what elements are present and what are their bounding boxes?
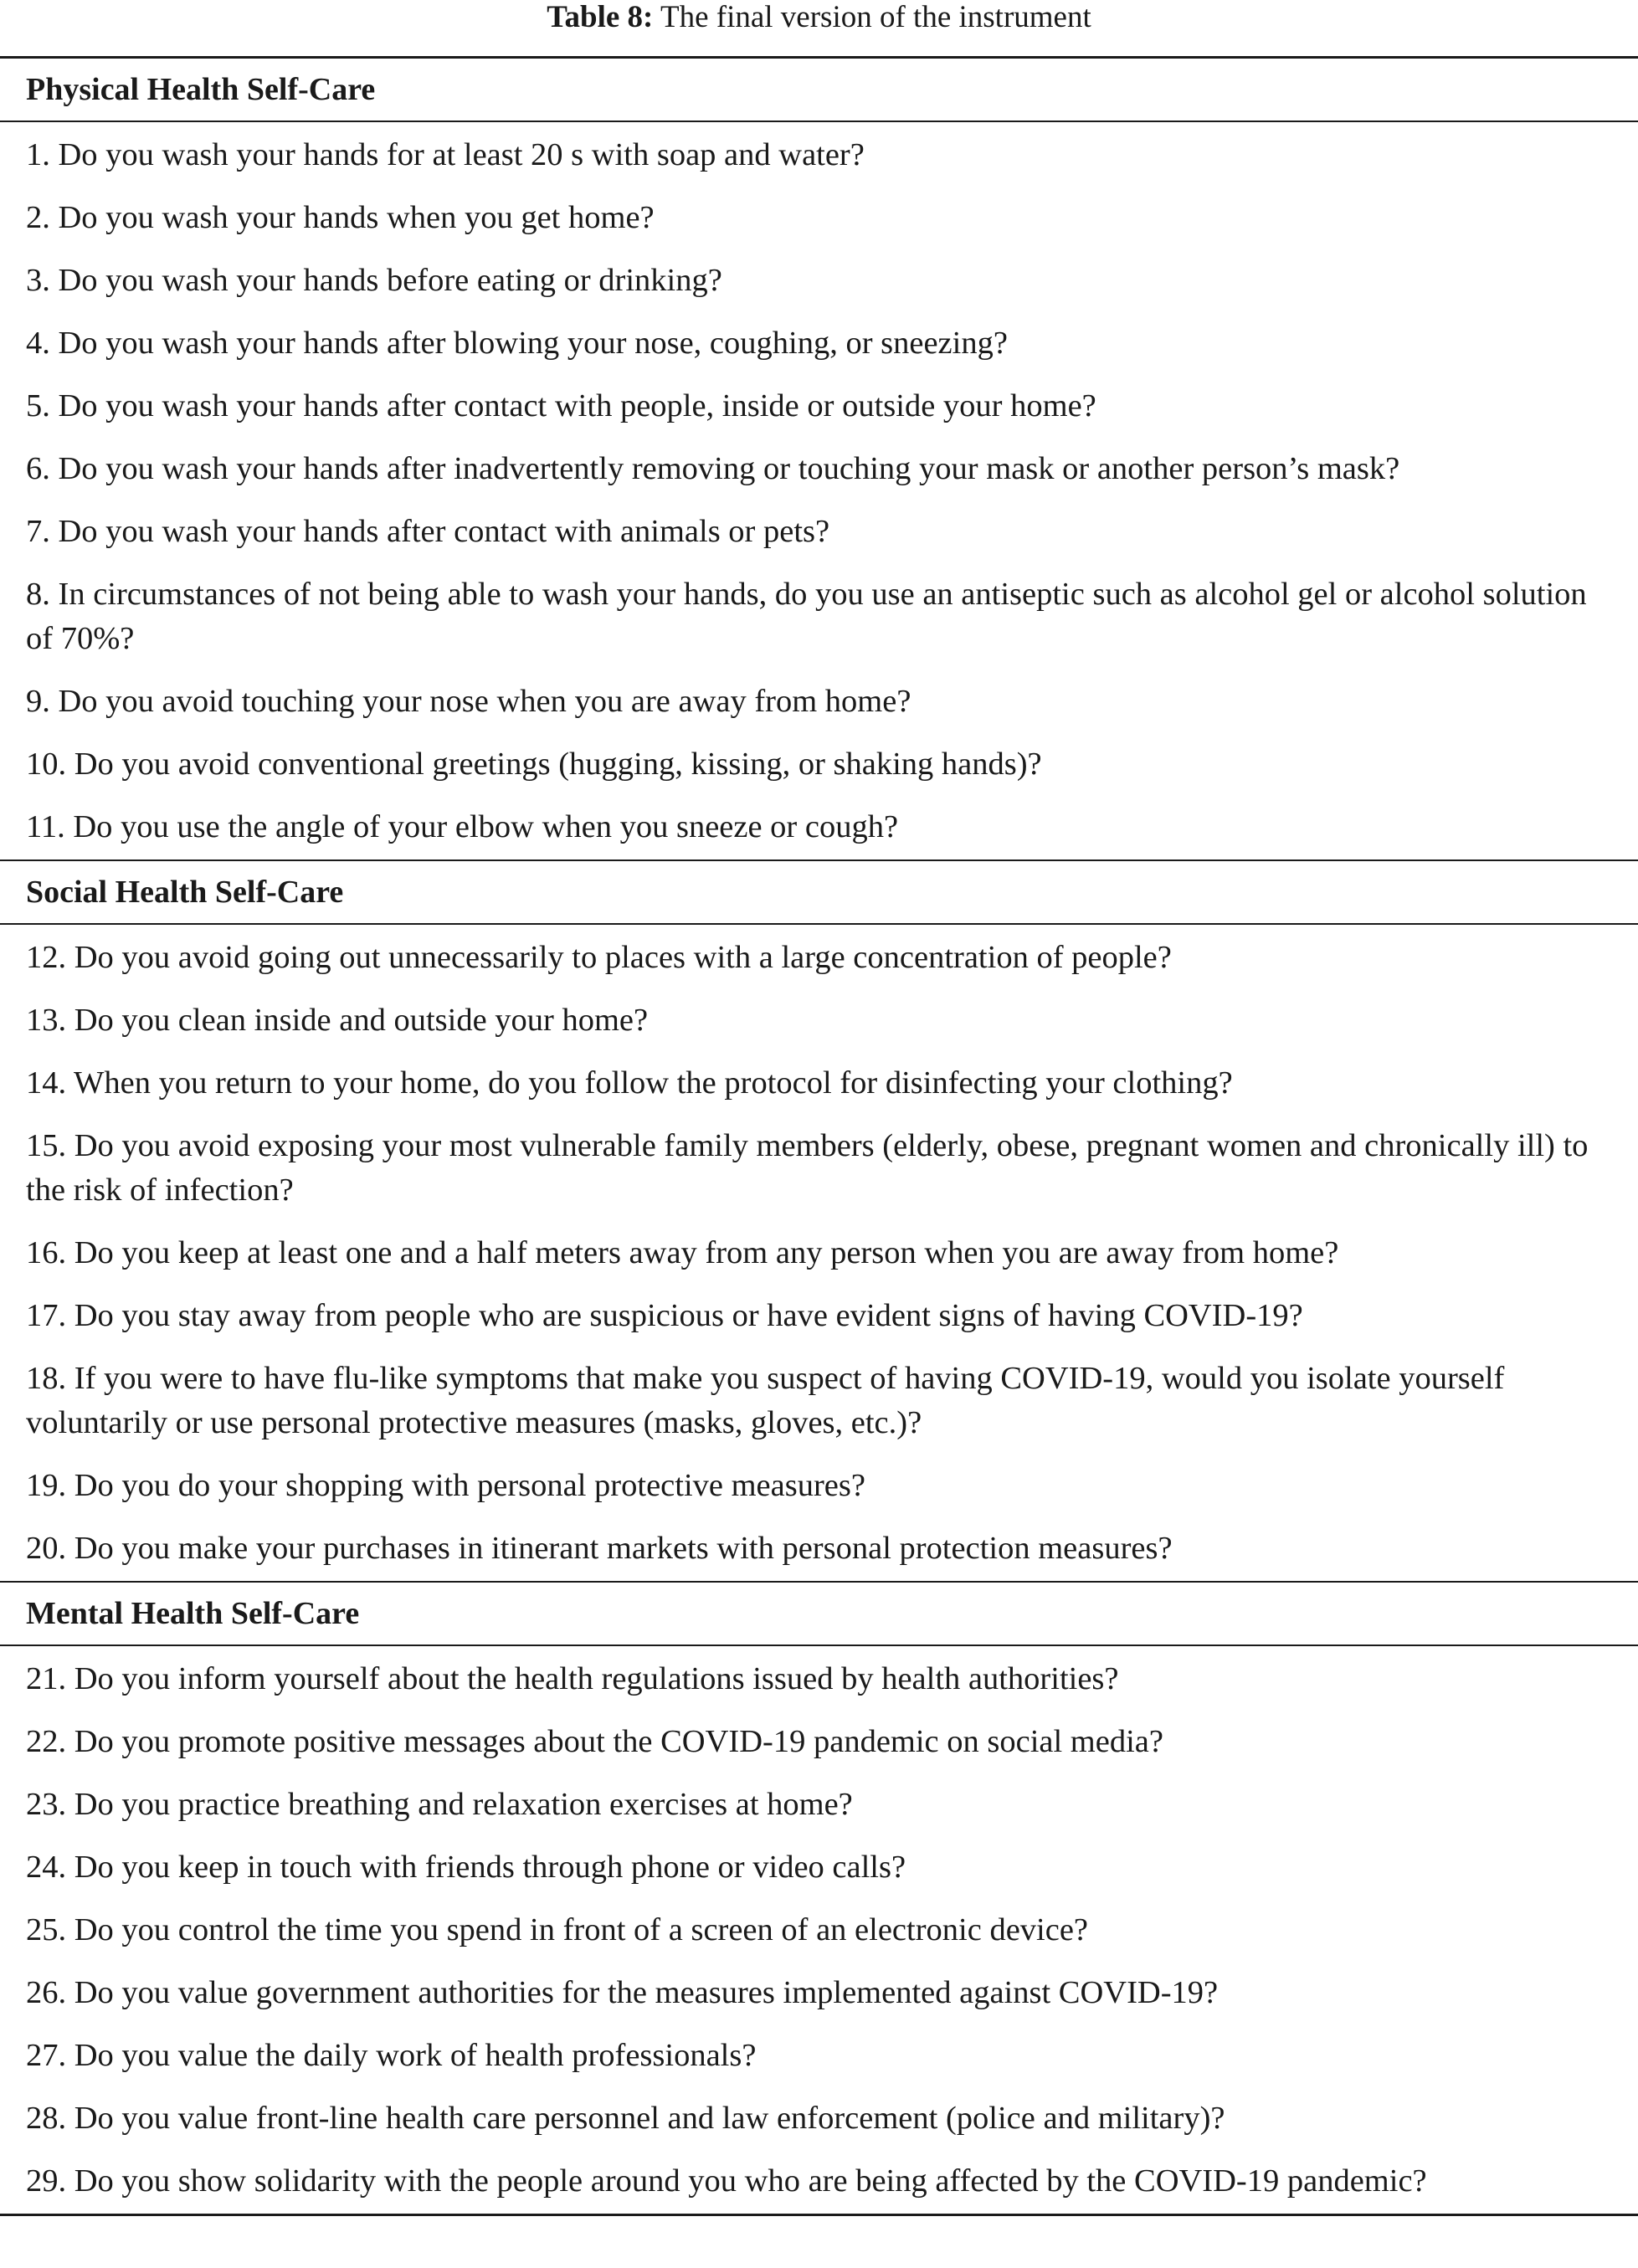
table-row: 29. Do you show solidarity with the people around you who are being affected by the COVID-19 pandemic? [26, 2163, 1427, 2199]
section-header: Mental Health Self-Care [26, 1596, 360, 1631]
table-caption-text: The final version of the instrument [660, 0, 1091, 34]
table-row: 6. Do you wash your hands after inadvertently removing or touching your mask or another person’s mask? [26, 451, 1400, 486]
section-mental-health [0, 1583, 1638, 2216]
section-header: Physical Health Self-Care [26, 72, 376, 107]
table-row: 23. Do you practice breathing and relaxation exercises at home? [26, 1787, 853, 1822]
section-item-list [0, 122, 1638, 859]
table-row: 11. Do you use the angle of your elbow when you sneeze or cough? [26, 809, 899, 844]
table-row: 3. Do you wash your hands before eating or drinking? [26, 263, 722, 298]
table-row: 21. Do you inform yourself about the health regulations issued by health authorities? [26, 1661, 1119, 1696]
table-row: 17. Do you stay away from people who are suspicious or have evident signs of having COVID-19? [26, 1298, 1303, 1333]
table-row: 22. Do you promote positive messages about the COVID-19 pandemic on social media? [26, 1724, 1163, 1759]
table-row: 8. In circumstances of not being able to wash your hands, do you use an antiseptic such as alcohol gel or alcohol solution of 70%? [26, 577, 1587, 656]
table-row: 20. Do you make your purchases in itinerant markets with personal protection measures? [26, 1531, 1173, 1566]
table-row: 28. Do you value front-line health care personnel and law enforcement (police and military)? [26, 2101, 1225, 2136]
table-row: 12. Do you avoid going out unnecessarily to places with a large concentration of people? [26, 940, 1172, 975]
section-item-list [0, 925, 1638, 1581]
table-row: 1. Do you wash your hands for at least 20 s with soap and water? [26, 137, 865, 172]
table-row: 7. Do you wash your hands after contact with animals or pets? [26, 514, 830, 549]
table-row: 27. Do you value the daily work of health professionals? [26, 2038, 757, 2073]
table-row: 13. Do you clean inside and outside your home? [26, 1003, 649, 1038]
table-row: 26. Do you value government authorities for the measures implemented against COVID-19? [26, 1975, 1219, 2010]
section-item-list [0, 1646, 1638, 2214]
instrument-table [0, 56, 1638, 2216]
table-row: 14. When you return to your home, do you follow the protocol for disinfecting your clothing? [26, 1065, 1233, 1101]
table-row: 18. If you were to have flu-like symptoms that make you suspect of having COVID-19, would you isolate yourself voluntarily or use personal protective measures (masks, gloves, etc.)? [26, 1361, 1505, 1440]
table-row: 10. Do you avoid conventional greetings (hugging, kissing, or shaking hands)? [26, 747, 1042, 782]
section-social-health [0, 861, 1638, 1583]
table-row: 19. Do you do your shopping with personal protective measures? [26, 1468, 865, 1503]
table-row: 5. Do you wash your hands after contact with people, inside or outside your home? [26, 388, 1096, 423]
section-physical-health [0, 59, 1638, 861]
table-row: 15. Do you avoid exposing your most vulnerable family members (elderly, obese, pregnant women and chronically ill) to the risk of infection? [26, 1128, 1589, 1208]
table-row: 16. Do you keep at least one and a half meters away from any person when you are away from home? [26, 1235, 1339, 1270]
table-row: 24. Do you keep in touch with friends through phone or video calls? [26, 1850, 906, 1885]
table-bottom-rule [0, 2214, 1638, 2216]
table-row: 9. Do you avoid touching your nose when you are away from home? [26, 684, 911, 719]
table-caption-label: Table 8: [547, 0, 654, 34]
table-row: 4. Do you wash your hands after blowing your nose, coughing, or sneezing? [26, 326, 1008, 361]
table-caption [0, 0, 1638, 35]
table-row: 2. Do you wash your hands when you get home? [26, 200, 655, 235]
section-header: Social Health Self-Care [26, 875, 344, 910]
table-row: 25. Do you control the time you spend in front of a screen of an electronic device? [26, 1912, 1088, 1947]
